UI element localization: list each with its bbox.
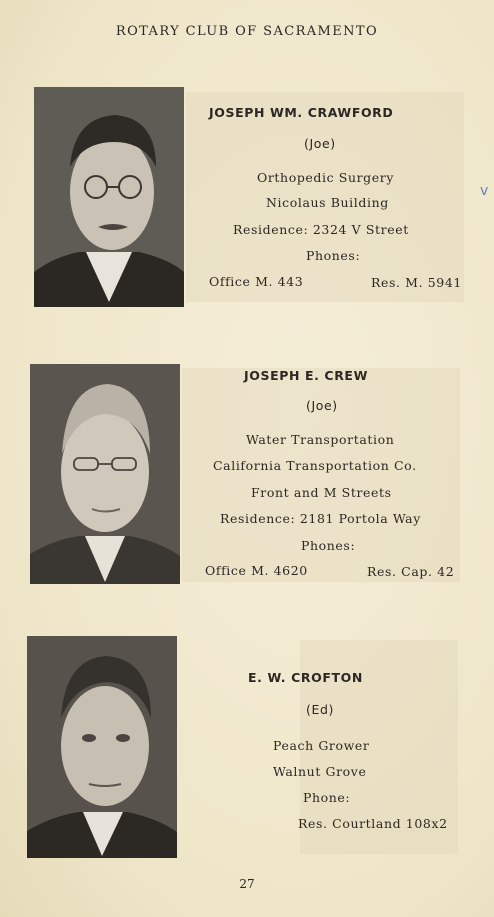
- portrait-crawford: [34, 87, 184, 307]
- portrait-crofton: [27, 636, 177, 858]
- member-nickname-crawford: (Joe): [304, 136, 336, 151]
- member-company-crew: California Transportation Co.: [213, 458, 417, 473]
- member-office-phone-crew: Office M. 4620: [205, 563, 308, 578]
- portrait-crew: [30, 364, 180, 584]
- member-occupation-crawford: Orthopedic Surgery: [257, 170, 395, 185]
- member-office-phone-crawford: Office M. 443: [209, 274, 304, 289]
- member-phones-label-crawford: Phones:: [306, 248, 361, 263]
- member-nickname-crofton: (Ed): [306, 702, 334, 717]
- member-name-crew: JOSEPH E. CREW: [244, 368, 368, 383]
- member-business-address-crew: Front and M Streets: [251, 485, 392, 500]
- page-number: 27: [239, 877, 255, 891]
- member-occupation-crofton: Peach Grower: [273, 738, 370, 753]
- member-residence-crew: Residence: 2181 Portola Way: [220, 511, 421, 526]
- member-residence-phone-crew: Res. Cap. 42: [367, 564, 455, 579]
- member-business-address-crawford: Nicolaus Building: [266, 195, 389, 210]
- member-residence-phone-crawford: Res. M. 5941: [371, 275, 462, 290]
- member-residence-crawford: Residence: 2324 V Street: [233, 222, 409, 237]
- margin-check-mark: v: [480, 183, 489, 199]
- member-name-crofton: E. W. CROFTON: [248, 670, 363, 685]
- member-address-crofton: Walnut Grove: [273, 764, 367, 779]
- member-occupation-crew: Water Transportation: [246, 432, 395, 447]
- member-phones-label-crew: Phones:: [301, 538, 356, 553]
- member-phone-label-crofton: Phone:: [303, 790, 351, 805]
- member-name-crawford: JOSEPH WM. CRAWFORD: [209, 105, 394, 120]
- member-nickname-crew: (Joe): [306, 398, 338, 413]
- member-residence-phone-crofton: Res. Courtland 108x2: [298, 816, 448, 831]
- page-header: ROTARY CLUB OF SACRAMENTO: [115, 24, 379, 39]
